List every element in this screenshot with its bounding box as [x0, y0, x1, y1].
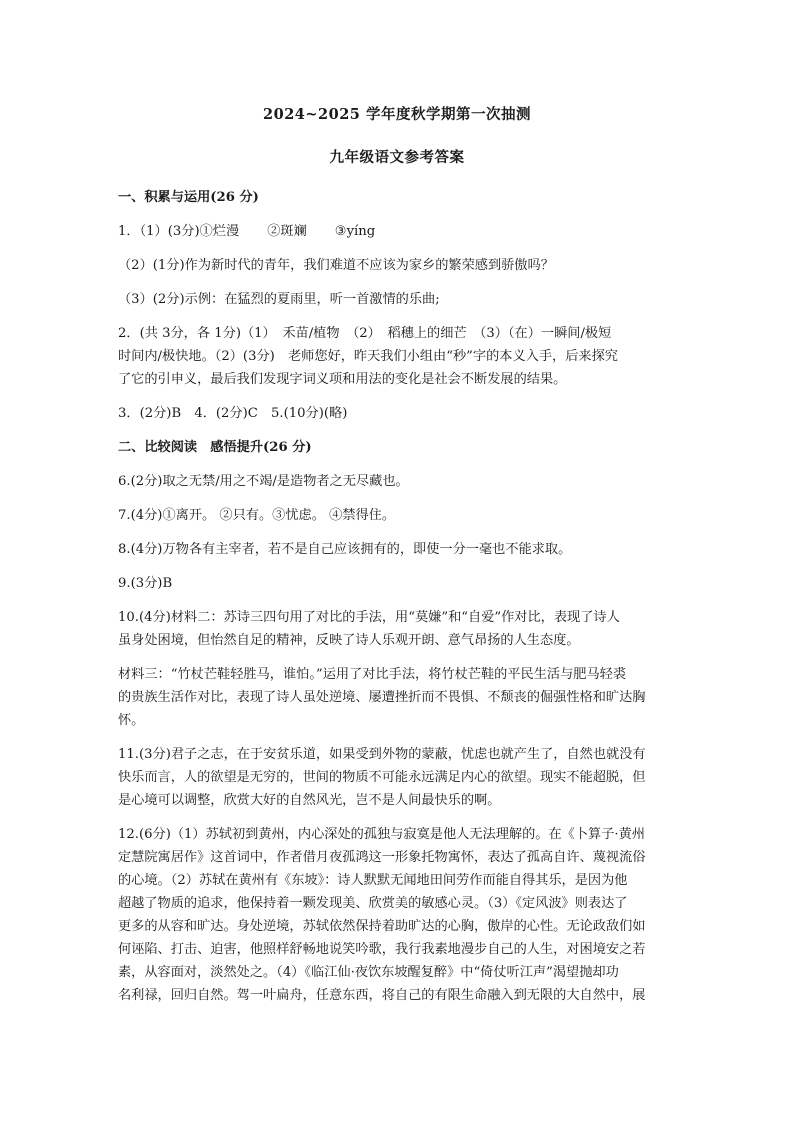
answer-body: [118, 186, 678, 1018]
text-line: 何诬陷、打击、迫害，他照样舒畅地说笑吟歌，我行我素地漫步自己的人生，对困境安之若: [118, 942, 646, 957]
exam-subtitle: 九年级语文参考答案: [329, 149, 465, 166]
text-line: 了它的引申义，最后我们发现字词义项和用法的变化是社会不断发展的结果。: [118, 372, 567, 387]
text-line: 10.(4分)材料二：苏诗三四句用了对比的手法，用“莫嫌”和“自爱”作对比，表现了诗人: [118, 610, 620, 625]
text-line: 定慧院寓居作》这首词中，作者借月夜孤鸿这一形象托物寓怀，表达了孤高自许、蔑视流俗: [118, 850, 646, 865]
answer-q1: [118, 220, 678, 243]
q1-part1-c: ③yíng: [334, 224, 376, 239]
text-line: 名利禄，回归自然。驾一叶扁舟，任意东西，将自己的有限生命融入到无限的大自然中，展: [118, 988, 646, 1003]
text-line: 虽身处困境，但怡然自足的精神，反映了诗人乐观开朗、意气昂扬的人生态度。: [118, 633, 580, 648]
text-line: 快乐而言，人的欲望是无穷的，世间的物质不可能永远满足内心的欲望。现实不能超脱，但: [118, 770, 646, 785]
text-line: 更多的从容和旷达。身处逆境，苏轼依然保持着助旷达的心胸，傲岸的心性。无论政敌们如: [118, 919, 646, 934]
answer-q9: 9.(3分)B: [118, 576, 173, 591]
text-line: 时间内/极快地。（2）(3分) 老师您好，昨天我们小组由“秒”字的本义入手，后来探究: [118, 349, 618, 364]
answer-q1-part3: （3）(2分)示例：在猛烈的夏雨里，听一首激情的乐曲;: [118, 292, 440, 307]
q1-part1-a: 1．（1）(3分)①烂漫: [118, 224, 240, 239]
text-line: 超越了物质的追求，他保持着一颗发现美、欣赏美的敏感心灵。（3）《定风波》则表达了: [118, 896, 628, 911]
text-line: 怀。: [118, 713, 145, 728]
answer-q7: 7.(4分)①离开。 ②只有。③忧虑。 ④禁得住。: [118, 508, 396, 523]
answer-q12: [118, 823, 678, 1007]
text-line: 是心境可以调整，欣赏大好的自然风光，岂不是人间最快乐的啊。: [118, 793, 501, 808]
answer-q10-material3: [118, 663, 678, 732]
text-line: 素，从容面对，淡然处之。（4）《临江仙·夜饮东坡醒复醉》中“倚仗听江声”渴望抛却功: [118, 965, 619, 980]
text-line: 11.(3分)君子之志，在于安贫乐道，如果受到外物的蒙蔽，忧虑也就产生了，自然也就没有: [118, 747, 646, 762]
answer-q1-part2: （2）(1分)作为新时代的青年，我们难道不应该为家乡的繁荣感到骄傲吗？: [118, 258, 554, 273]
text-line: 材料三：“竹杖芒鞋轻胜马，谁怕。”运用了对比手法，将竹杖芒鞋的平民生活与肥马轻裘: [118, 667, 627, 682]
answer-q2: [118, 322, 678, 391]
section-heading-1: 一、积累与运用(26 分): [118, 190, 259, 205]
text-line: 的心境。（2）苏轼在黄州有《东坡》：诗人默默无闻地田间劳作而能自得其乐，是因为他: [118, 873, 628, 888]
exam-title: 2024~2025 学年度秋学期第一次抽测: [263, 106, 531, 123]
answer-q11: [118, 743, 678, 812]
section-heading-2: 二、比较阅读 感悟提升(26 分): [118, 440, 312, 455]
text-line: 2．(共 3分，各 1分)（1） 禾苗/植物 （2） 稻穗上的细芒 （3）（在）一瞬间/极短: [118, 326, 612, 341]
q1-part1-b: ②斑斓: [267, 224, 307, 239]
answer-q6: 6.(2分)取之无禁/用之不竭/是造物者之无尽藏也。: [118, 474, 409, 489]
text-line: 的贵族生活作对比，表现了诗人虽处逆境、屡遭挫折而不畏惧、不颓丧的倔强性格和旷达胸: [118, 690, 646, 705]
answer-q10: [118, 606, 678, 652]
answer-q3-q5: 3．(2分)B 4．(2分)C 5.(10分)(略): [118, 406, 348, 421]
answer-q8: 8.(4分)万物各有主宰者，若不是自己应该拥有的，即使一分一毫也不能求取。: [118, 542, 572, 557]
text-line: 12.(6分)（1）苏轼初到黄州，内心深处的孤独与寂寞是他人无法理解的。在《卜算子·黄州: [118, 827, 645, 842]
